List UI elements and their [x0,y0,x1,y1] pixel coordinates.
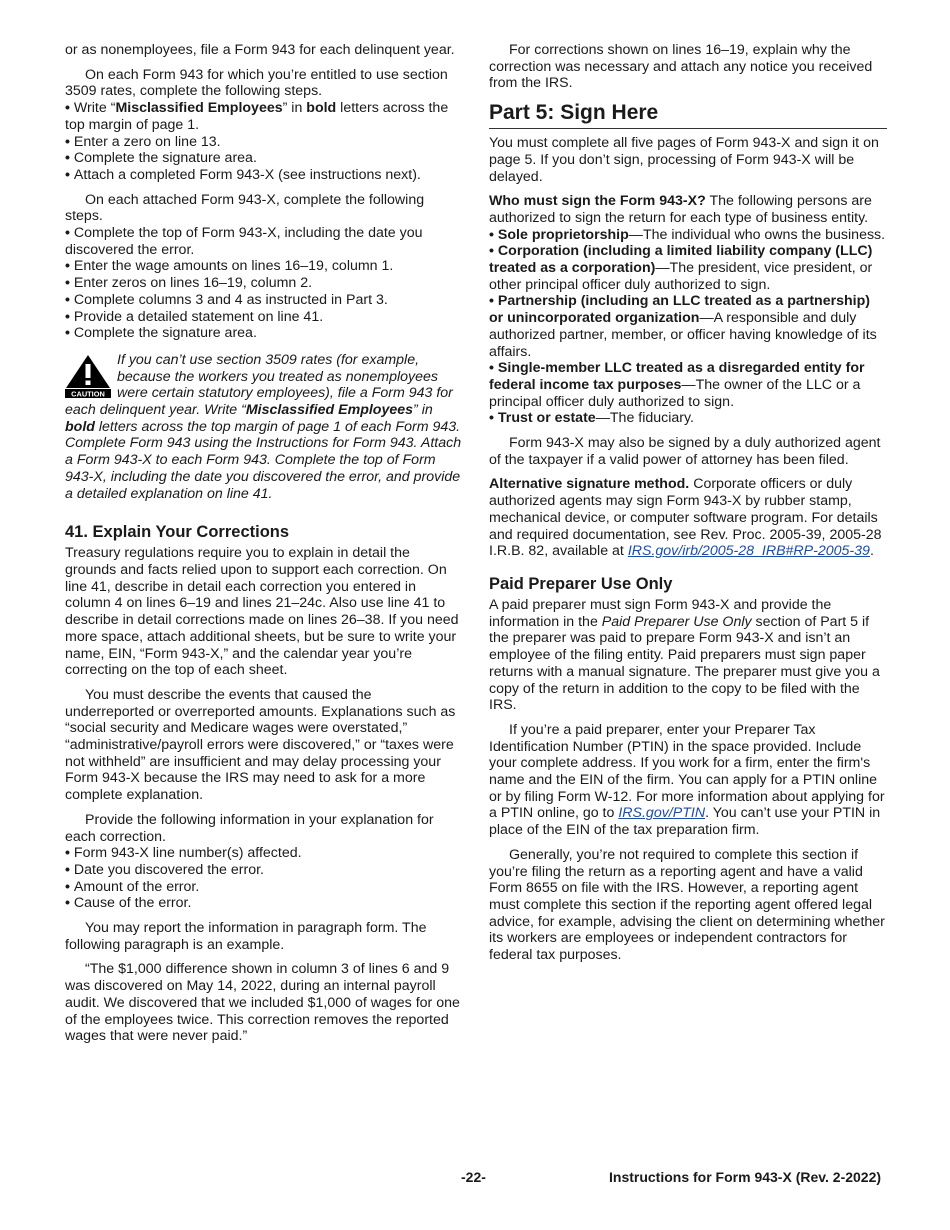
list-item: • Complete the signature area. [65,150,463,167]
paragraph: A paid preparer must sign Form 943-X and provide the information in the Paid Preparer Use Only section of Part 5 if the preparer was paid to prepare Form 943-X and isn’t an employee of the filing entity. Paid preparers must sign paper returns with a manual signature. The preparer must give you a copy of the return in addition to the copy to be filed with the IRS. [489,596,880,714]
list-item: • Date you discovered the error. [65,862,463,879]
paragraph: You must describe the events that caused the underreported or overreported amounts. Explanations such as “social security and Medicare wages were overstated,” “administrative/payroll errors were discovered,” or “taxes were not withheld” are insufficient and may delay processing your Form 943-X because the IRS may need to ask for a more complete explanation. [65,686,456,804]
ptin-link[interactable]: IRS.gov/PTIN [618,805,706,822]
paragraph: You must complete all five pages of Form 943-X and sign it on page 5. If you don’t sign, processing of Form 943-X will be delayed. [489,135,879,185]
list-item: • Attach a completed Form 943-X (see instructions next). [65,167,463,184]
list-item: • Enter zeros on lines 16–19, column 2. [65,275,463,292]
example-paragraph: “The $1,000 difference shown in column 3 of lines 6 and 9 was discovered on May 14, 2022, during an internal payroll audit. We discovered that we included $1,000 of wages for one of the employees twice. This correction removes the reported wages that were never paid.” [65,961,460,1045]
list-item: • Write “Misclassified Employees” in bold letters across the top margin of page 1. [65,100,463,133]
page-number: -22- [461,1169,486,1185]
caution-icon [65,354,111,398]
part5-heading: Part 5: Sign Here [489,100,887,129]
irb-link[interactable]: IRS.gov/irb/2005-28_IRB#RP-2005-39 [627,543,870,560]
section-heading-41: 41. Explain Your Corrections [65,523,290,542]
paragraph: Provide the following information in your explanation for each correction. [65,811,434,845]
paragraph: Form 943-X may also be signed by a duly authorized agent of the taxpayer if a valid power of attorney has been filed. [489,435,881,468]
paid-preparer-heading: Paid Preparer Use Only [489,574,673,593]
left-column [65,42,463,1053]
list-item: • Trust or estate—The fiduciary. [489,410,887,427]
paragraph: Generally, you’re not required to complete this section if you’re filing the return as a reporting agent and have a valid Form 8655 on file with the IRS. However, a reporting agent must complete this section if the reporting agent offered legal advice, for example, advising the client on determining whether its workers are employees or independent contractors for federal tax purposes. [489,846,885,964]
paragraph: For corrections shown on lines 16–19, explain why the correction was necessary and attach any notice you received from the IRS. [489,42,873,92]
list-item: • Provide a detailed statement on line 41. [65,309,463,326]
list-item: • Sole proprietorship—The individual who owns the business. [489,227,887,244]
list-item: • Enter the wage amounts on lines 16–19, column 1. [65,258,463,275]
list-item: • Cause of the error. [65,895,463,912]
paragraph: Treasury regulations require you to explain in detail the grounds and facts relied upon to support each correction. On line 41, describe in detail each correction you entered in column 4 on lines 6–19 and lines 21–24c. Also use line 41 to describe in detail corrections made on lines 26–38. If you need more space, attach additional sheets, but be sure to write your name, EIN, “Form 943-X,” and the calendar year you’re correcting on the top of each sheet. [65,545,459,679]
list-item: • Form 943-X line number(s) affected. [65,845,463,862]
paragraph: On each Form 943 for which you’re entitled to use section 3509 rates, complete the following steps. [65,66,448,100]
steps-list-943x [65,225,463,342]
list-item: • Amount of the error. [65,879,463,896]
list-item: • Single-member LLC treated as a disregarded entity for federal income tax purposes—The owner of the LLC or a principal officer duly authorized to sign. [489,360,887,410]
alt-signature-paragraph: Alternative signature method. Corporate officers or duly authorized agents may sign Form 943-X by rubber stamp, mechanical device, or computer software program. For details and required documentation, see Rev. Proc. 2005-39, 2005-28 I.R.B. 82, available at IRS.gov/irb/2005-28_IRB#RP-2005-39. [489,476,882,560]
list-item: • Enter a zero on line 13. [65,134,463,151]
steps-list-943 [65,100,463,184]
who-must-sign: Who must sign the Form 943-X? The following persons are authorized to sign the return for each type of business entity. [489,193,872,226]
paragraph: On each attached Form 943-X, complete the following steps. [65,191,425,225]
paragraph: You may report the information in paragraph form. The following paragraph is an example. [65,920,427,953]
list-item: • Complete columns 3 and 4 as instructed in Part 3. [65,292,463,309]
caution-icon-label: CAUTION [71,389,105,398]
list-item: • Corporation (including a limited liability company (LLC) treated as a corporation)—The president, vice president, or other principal officer duly authorized to sign. [489,243,887,293]
paragraph: If you’re a paid preparer, enter your Preparer Tax Identification Number (PTIN) in the space provided. Include your complete address. If you work for a firm, enter the firm's name and the EIN of the firm. You can apply for a PTIN online or by filing Form W-12. For more information about applying for a PTIN online, go to IRS.gov/PTIN. You can’t use your PTIN in place of the EIN of the tax preparation firm. [489,721,885,839]
list-item: • Partnership (including an LLC treated as a partnership) or unincorporated organization—A responsible and duly authorized partner, member, or officer having knowledge of its affairs. [489,293,887,360]
caution-note: CAUTION If you can’t use section 3509 rates (for example, because the workers you treated as nonemployees were certain statutory employees), file a Form 943 for each delinquent year. Write “Misclassified Employees” in bold letters across the top margin of page 1 of each Form 943. Complete Form 943 using the Instructions for Form 943. Attach a Form 943-X to each Form 943. Complete the top of Form 943-X, including the date you discovered the error, and provide a detailed explanation on line 41. [65,351,462,502]
right-column [489,42,887,972]
signers-list [489,227,887,427]
paragraph: or as nonemployees, file a Form 943 for each delinquent year. [65,42,455,58]
info-list [65,845,463,912]
list-item: • Complete the top of Form 943-X, including the date you discovered the error. [65,225,463,258]
document-title: Instructions for Form 943-X (Rev. 2-2022) [609,1169,882,1185]
list-item: • Complete the signature area. [65,325,463,342]
